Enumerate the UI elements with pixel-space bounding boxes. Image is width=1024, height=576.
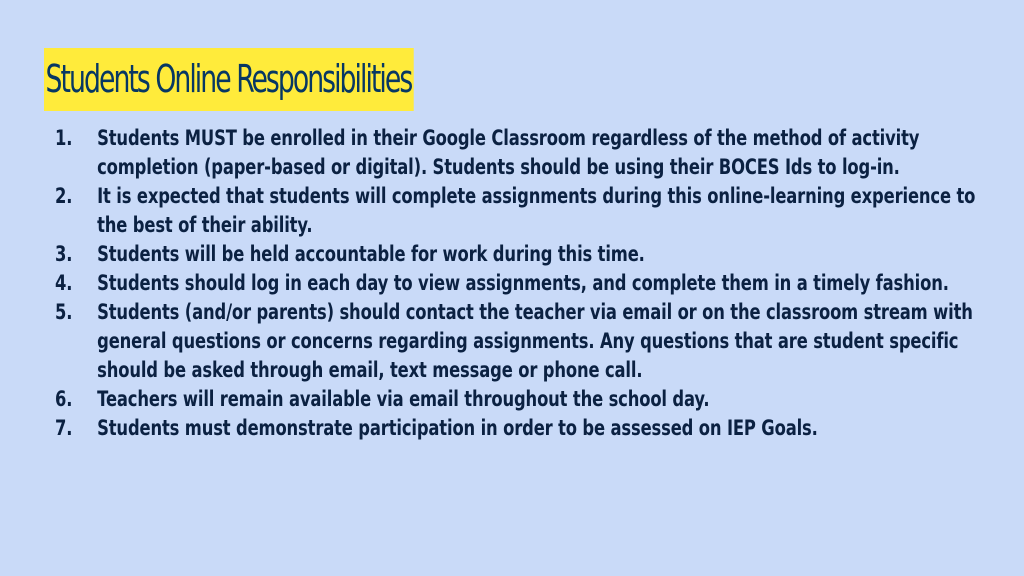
list-item-number: 3. [55,242,73,266]
list-item [55,182,975,240]
list-item-text: Teachers will remain available via email throughout the school day. [97,387,710,411]
list-item-number: 1. [55,126,73,150]
list-item-text: Students must demonstrate participation in order to be assessed on IEP Goals. [97,416,818,440]
list-item-number: 2. [55,184,73,208]
list-item [55,414,975,443]
list-item-number: 7. [55,416,73,440]
list-item [55,124,975,182]
list-item-text: Students (and/or parents) should contact the teacher via email or on the classroom stream with general questions or concerns regarding assignments. Any questions that are student specific should be asked through email, text message or phone call. [97,300,973,382]
list-item-text: Students will be held accountable for work during this time. [97,242,645,266]
list-item [55,269,975,298]
list-item-text: It is expected that students will complete assignments during this online-learning experience to the best of their ability. [97,184,976,237]
list-item [55,385,975,414]
list-item [55,240,975,269]
responsibilities-list [55,124,975,443]
list-item-number: 6. [55,387,73,411]
slide-title: Students Online Responsibilities [44,48,414,111]
list-item-number: 5. [55,300,73,324]
list-item-text: Students MUST be enrolled in their Google Classroom regardless of the method of activity completion (paper-based or digital). Students should be using their BOCES Ids to log-in. [97,126,920,179]
list-item-text: Students should log in each day to view assignments, and complete them in a timely fashion. [97,271,949,295]
list-item [55,298,975,385]
list-item-number: 4. [55,271,73,295]
